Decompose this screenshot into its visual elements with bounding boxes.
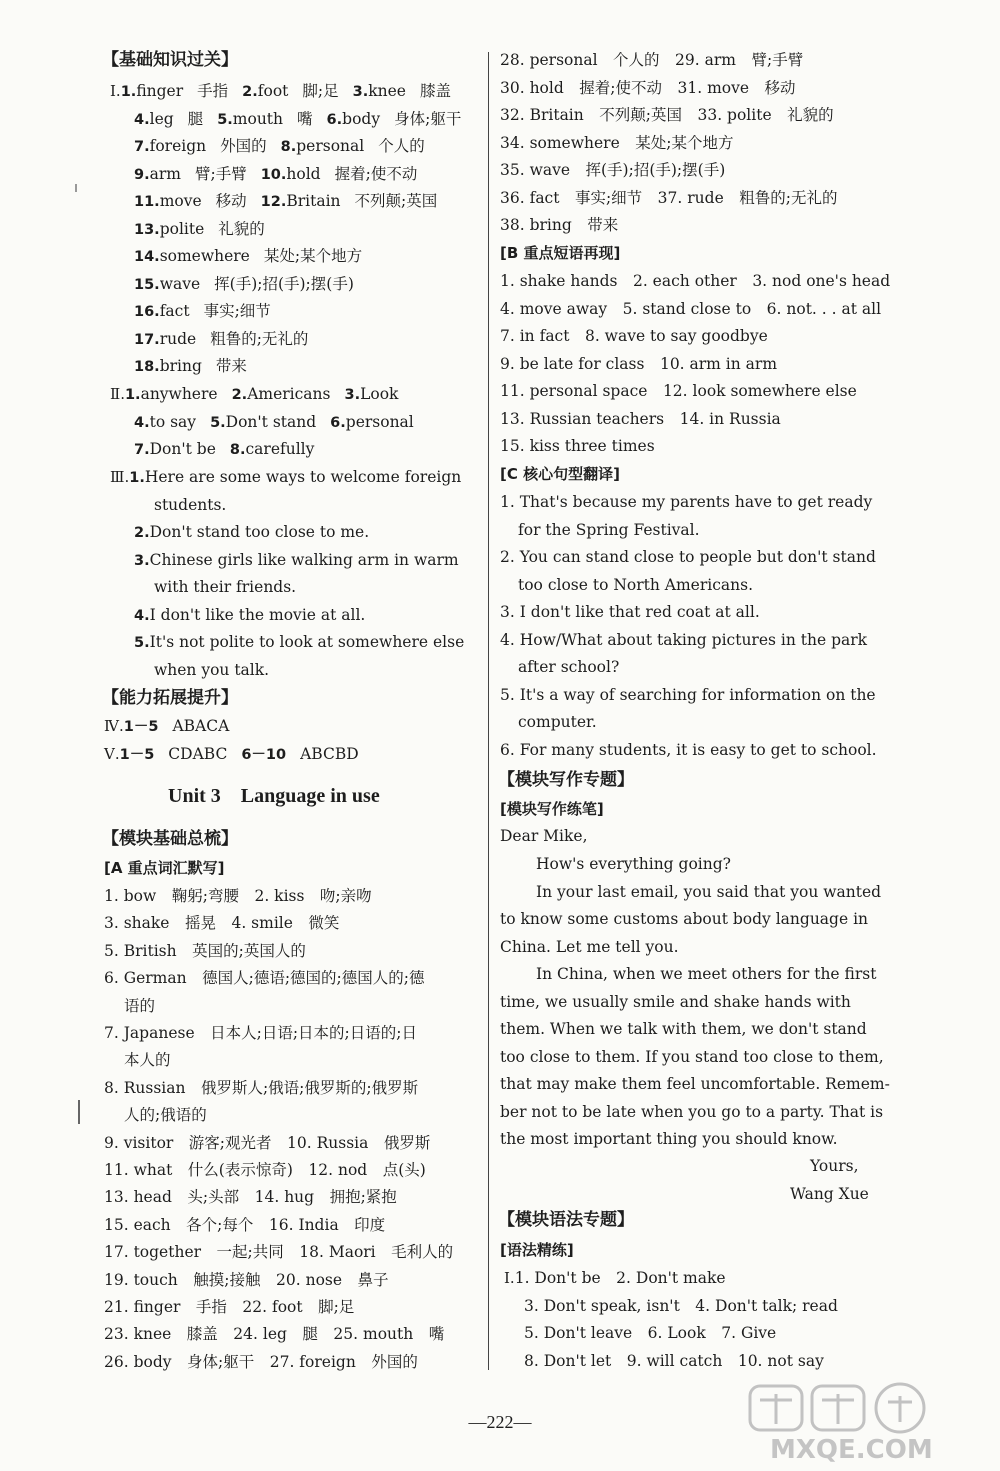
translation-row: 4. How/What about taking pictures in the park <box>500 630 868 649</box>
sentence-text: Don't stand too close to me. <box>149 523 370 541</box>
item-word: foreign <box>149 137 207 155</box>
unit-title: Unit 3 Language in use <box>168 785 380 807</box>
item-word: body <box>342 109 381 128</box>
margin-mark <box>75 184 77 192</box>
item-answer: to say <box>149 412 197 431</box>
phrase-row: 13. Russian teachers 14. in Russia <box>500 409 781 428</box>
fill-row <box>134 410 414 434</box>
exercise-label: Ⅱ. <box>110 385 125 403</box>
item-meaning: 挥(手);招(手);摆(手) <box>214 274 354 293</box>
column-divider <box>488 52 489 1370</box>
item-number: 6. <box>326 111 343 128</box>
item-meaning: 带来 <box>215 357 247 375</box>
grammar-row <box>524 1294 838 1318</box>
item-number: 1. <box>120 84 137 100</box>
translation-row: too close to North Americans. <box>518 575 753 594</box>
vocab-list-row: 19. touch 触摸;接触 20. nose 鼻子 <box>104 1270 389 1289</box>
letter-line: the most important thing you should know. <box>500 1130 838 1148</box>
item-meaning: 移动 <box>215 192 247 210</box>
item-number: 3. <box>344 387 361 403</box>
item-word: bring <box>159 357 202 375</box>
item-word: rude <box>159 329 197 348</box>
vocab-list-row: 人的;俄语的 <box>124 1106 207 1125</box>
item-word: fact <box>159 302 190 320</box>
item-number: 3. <box>352 84 369 100</box>
vocab-list-row: 11. what 什么(表示惊奇) 12. nod 点(头) <box>104 1161 426 1179</box>
sentence-text: I don't like the movie at all. <box>149 605 366 624</box>
item-answer: personal <box>345 412 414 431</box>
item-number: 4. <box>134 607 150 624</box>
vocab-row <box>134 134 425 158</box>
exercise-label: Ⅲ. <box>110 468 130 486</box>
sentence-continuation: with their friends. <box>154 578 297 596</box>
item-number: 5. <box>210 414 226 431</box>
item-word: Britain <box>286 192 341 210</box>
letter-line: too close to them. If you stand too close to them, <box>500 1047 884 1066</box>
item-number: 11. <box>134 194 160 210</box>
sentence-row <box>134 603 365 627</box>
item-number: 7. <box>134 139 150 155</box>
vocab-list-row: 7. Japanese 日本人;日语;日本的;日语的;日 <box>104 1024 418 1042</box>
translation-row: 3. I don't like that red coat at all. <box>500 603 760 621</box>
vocab-list-row: 36. fact 事实;细节 37. rude 粗鲁的;无礼的 <box>500 188 838 207</box>
vocab-row <box>134 162 417 186</box>
section-heading: 【模块基础总梳】 <box>102 829 238 849</box>
translation-row: 2. You can stand close to people but don't stand <box>500 548 876 566</box>
sentence-text: Chinese girls like walking arm in warm <box>149 550 459 569</box>
sentence-continuation: students. <box>154 495 227 514</box>
vocab-list-row: 3. shake 摇晃 4. smile 微笑 <box>104 914 340 933</box>
item-meaning: 个人的 <box>378 137 425 155</box>
item-word: foot <box>257 82 289 100</box>
vocab-list-row: 17. together 一起;共同 18. Maori 毛利人的 <box>104 1243 454 1262</box>
sentence-row <box>134 520 369 544</box>
item-number: 6. <box>330 414 346 431</box>
item-word: somewhere <box>159 247 250 265</box>
translation-row: computer. <box>518 713 597 731</box>
item-number: 4. <box>134 414 150 431</box>
item-word: personal <box>296 137 365 155</box>
item-meaning: 腿 <box>187 109 204 128</box>
sentence-text: It's not polite to look at somewhere else <box>149 633 465 651</box>
sentence-continuation: when you talk. <box>154 660 270 679</box>
translation-row: 5. It's a way of searching for information on the <box>500 685 876 704</box>
item-word: finger <box>136 82 184 100</box>
vocab-list-row: 语的 <box>124 996 156 1015</box>
sentence-text: Here are some ways to welcome foreign <box>144 468 462 486</box>
item-meaning: 某处;某个地方 <box>263 247 363 265</box>
section-heading: 【基础知识过关】 <box>102 50 238 70</box>
letter-line: time, we usually smile and shake hands with <box>500 992 851 1011</box>
sub-heading: [C 核心句型翻译] <box>500 465 620 483</box>
phrase-row: 11. personal space 12. look somewhere else <box>500 382 857 400</box>
section-heading: 【能力拓展提升】 <box>102 688 238 708</box>
phrase-row: 7. in fact 8. wave to say goodbye <box>500 327 768 345</box>
item-number: 17. <box>134 331 160 348</box>
item-number: 15. <box>134 276 160 293</box>
item-number: 5. <box>217 111 233 128</box>
vocab-row <box>134 189 437 213</box>
vocab-list-row: 21. finger 手指 22. foot 脚;足 <box>104 1298 355 1316</box>
letter-line: China. Let me tell you. <box>500 937 679 956</box>
item-number: 9. <box>134 166 150 183</box>
vocab-list-row: 35. wave 挥(手);招(手);摆(手) <box>500 161 726 179</box>
item-number: 16. <box>134 304 160 320</box>
letter-line: them. When we talk with them, we don't stand <box>500 1020 867 1038</box>
item-meaning: 手指 <box>197 82 229 100</box>
item-answer: carefully <box>245 440 315 458</box>
item-number: 13. <box>134 221 160 238</box>
page-number: —222— <box>468 1412 532 1432</box>
vocab-list-row: 15. each 各个;每个 16. India 印度 <box>104 1215 386 1234</box>
item-answer: Don't stand <box>225 412 317 431</box>
phrase-row: 9. be late for class 10. arm in arm <box>500 354 778 373</box>
item-word: arm <box>149 164 181 183</box>
sentence-row <box>134 548 474 572</box>
item-meaning: 外国的 <box>220 137 267 155</box>
sub-heading: [语法精练] <box>500 1241 574 1259</box>
item-number: 18. <box>134 359 160 375</box>
vocab-list-row: 30. hold 握着;使不动 31. move 移动 <box>500 78 796 97</box>
phrase-row: 1. shake hands 2. each other 3. nod one's head <box>500 272 891 290</box>
item-word: mouth <box>232 109 284 128</box>
item-number: 8. <box>280 139 297 155</box>
item-number: 14. <box>134 249 160 265</box>
vocab-list-row: 8. Russian 俄罗斯人;俄语;俄罗斯的;俄罗斯 <box>104 1078 419 1097</box>
item-answer: Look <box>360 385 399 403</box>
item-number: 3. <box>134 552 150 569</box>
item-answer: Americans <box>247 385 331 403</box>
margin-mark <box>78 1100 80 1124</box>
item-word: move <box>159 192 202 210</box>
vocab-list-row: 5. British 英国的;英国人的 <box>104 941 306 960</box>
translation-row: 1. That's because my parents have to get ready <box>500 493 873 511</box>
letter-line: to know some customs about body language in <box>500 910 869 928</box>
grammar-answers: 8. Don't let 9. will catch 10. not say <box>524 1351 824 1370</box>
item-meaning: 嘴 <box>297 109 313 128</box>
item-word: leg <box>149 109 174 128</box>
item-number: 1. <box>129 470 145 486</box>
letter-line: that may make them feel uncomfortable. Remem- <box>500 1075 890 1093</box>
phrase-row: 4. move away 5. stand close to 6. not. . . at all <box>500 299 882 318</box>
item-meaning: 脚;足 <box>302 82 339 100</box>
item-number: 2. <box>134 525 150 541</box>
item-answer: anywhere <box>140 385 218 403</box>
sub-heading: [模块写作练笔] <box>500 800 604 818</box>
letter-greeting: Dear Mike, <box>500 827 588 845</box>
grammar-answers: 1. Don't be 2. Don't make <box>514 1269 726 1287</box>
vocab-row <box>134 299 271 323</box>
grammar-row <box>504 1266 726 1290</box>
vocab-list-row: 38. bring 带来 <box>500 216 619 234</box>
grammar-answers: 3. Don't speak, isn't 4. Don't talk; read <box>524 1296 838 1315</box>
grammar-row <box>524 1321 776 1345</box>
item-meaning: 握着;使不动 <box>334 164 418 183</box>
exercise-label: Ⅰ. <box>110 82 121 100</box>
item-answer: Don't be <box>149 440 216 458</box>
vocab-list-row: 26. body 身体;躯干 27. foreign 外国的 <box>104 1352 418 1371</box>
exercise-label: Ⅰ. <box>504 1269 515 1287</box>
vocab-list-row: 34. somewhere 某处;某个地方 <box>500 133 734 152</box>
item-number: 1. <box>124 387 141 403</box>
vocab-row <box>134 244 362 268</box>
item-number: 2. <box>231 387 248 403</box>
item-number: 7. <box>134 442 150 458</box>
item-meaning: 臂;手臂 <box>194 164 247 183</box>
vocab-list-row: 13. head 头;头部 14. hug 拥抱;紧抱 <box>104 1188 397 1207</box>
grammar-answers: 5. Don't leave 6. Look 7. Give <box>524 1324 777 1342</box>
item-number: 12. <box>260 194 287 210</box>
item-number: 4. <box>134 111 150 128</box>
item-word: wave <box>159 274 201 293</box>
vocab-row <box>134 354 247 378</box>
watermark-logo <box>740 1380 990 1465</box>
letter-line: In your last email, you said that you wanted <box>536 882 882 901</box>
item-word: knee <box>368 82 406 100</box>
vocab-row <box>134 217 265 241</box>
item-meaning: 膝盖 <box>419 82 451 100</box>
vocab-row <box>134 327 308 351</box>
item-word: polite <box>159 219 205 238</box>
fill-row <box>110 382 398 406</box>
item-word: hold <box>286 164 321 183</box>
vocab-row <box>110 79 451 103</box>
item-meaning: 事实;细节 <box>203 302 271 320</box>
vocab-list-row: 23. knee 膝盖 24. leg 腿 25. mouth 嘴 <box>104 1325 445 1344</box>
vocab-list-row: 9. visitor 游客;观光者 10. Russia 俄罗斯 <box>104 1133 431 1152</box>
translation-row: 6. For many students, it is easy to get to school. <box>500 740 877 759</box>
vocab-list-row: 1. bow 鞠躬;弯腰 2. kiss 吻;亲吻 <box>104 887 372 905</box>
fill-row <box>134 437 314 461</box>
item-meaning: 不列颠;英国 <box>354 192 438 210</box>
item-meaning: 礼貌的 <box>218 219 265 238</box>
vocab-list-row: 28. personal 个人的 29. arm 臂;手臂 <box>500 51 804 69</box>
vocab-list-row: 6. German 德国人;德语;德国的;德国人的;德 <box>104 969 425 988</box>
item-number: 8. <box>229 442 246 458</box>
letter-line: In China, when we meet others for the first <box>536 965 877 983</box>
letter-line: How's everything going? <box>536 855 731 873</box>
translation-row: for the Spring Festival. <box>518 520 700 539</box>
sentence-row <box>110 465 474 489</box>
sentence-row <box>134 630 474 654</box>
watermark-text: MXQE.COM <box>770 1435 933 1465</box>
letter-line: ber not to be late when you go to a party. That is <box>500 1102 884 1121</box>
item-number: 10. <box>260 166 287 183</box>
phrase-row: 15. kiss three times <box>500 437 655 455</box>
item-meaning: 身体;躯干 <box>394 109 462 128</box>
section-heading: 【模块写作专题】 <box>498 770 634 790</box>
section-heading: 【模块语法专题】 <box>498 1210 634 1230</box>
item-number: 2. <box>242 84 258 100</box>
item-number: 5. <box>134 635 150 651</box>
grammar-row <box>524 1349 824 1373</box>
sub-heading: [B 重点短语再现] <box>500 244 621 262</box>
vocab-list-row: 本人的 <box>124 1051 171 1070</box>
answer-row-iv: Ⅳ.1－5 ABACA <box>104 717 230 735</box>
translation-row: after school? <box>518 658 620 676</box>
answer-row-v: Ⅴ.1－5 CDABC 6－10 ABCBD <box>104 745 359 763</box>
item-meaning: 粗鲁的;无礼的 <box>210 329 309 348</box>
letter-signature: Wang Xue <box>790 1185 869 1203</box>
sub-heading: [A 重点词汇默写] <box>104 859 225 877</box>
letter-closing: Yours, <box>810 1157 859 1175</box>
vocab-list-row: 32. Britain 不列颠;英国 33. polite 礼貌的 <box>500 106 834 124</box>
vocab-row <box>134 107 461 131</box>
vocab-row <box>134 272 354 296</box>
